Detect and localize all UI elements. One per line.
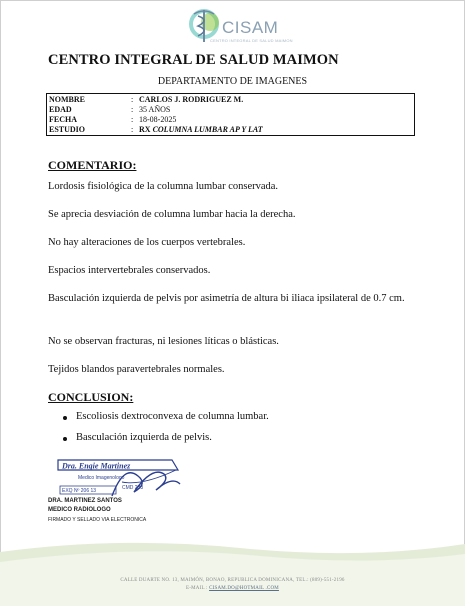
comment-paragraph: Espacios intervertebrales conservados.: [48, 265, 211, 276]
info-value: 35 AÑOS: [139, 105, 171, 114]
info-label: NOMBRE: [49, 95, 85, 104]
info-colon: :: [131, 125, 134, 134]
comment-paragraph: No hay alteraciones de los cuerpos vertebrales.: [48, 237, 246, 248]
comment-paragraph: Lordosis fisiológica de la columna lumbar conservada.: [48, 181, 279, 192]
stamp-exequatur: EXQ Nº 206 13: [62, 488, 97, 494]
comment-heading: COMENTARIO:: [48, 158, 137, 172]
footer-contact: [0, 586, 465, 591]
department-text: DEPARTAMENTO DE IMAGENES: [157, 76, 308, 87]
patient-info-box: [46, 93, 415, 136]
logo-name: CISAM: [222, 18, 279, 37]
footer-email-link[interactable]: CISAM.DO@HOTMAIL .COM: [209, 586, 279, 591]
stamp-name: Dra. Engie Martinez: [62, 461, 131, 471]
info-label: EDAD: [49, 105, 72, 114]
doctor-name: DRA. MARTINEZ SANTOS: [48, 498, 122, 504]
study-name: COLUMNA LUMBAR AP Y LAT: [152, 125, 263, 134]
conclusion-heading: CONCLUSION:: [48, 390, 134, 404]
stamp-extra: CMD 233: [122, 485, 144, 491]
org-title: CENTRO INTEGRAL DE SALUD MAIMON: [48, 52, 339, 68]
info-value-study: [139, 125, 263, 135]
info-colon: :: [131, 105, 134, 114]
cisam-logo: [180, 6, 293, 48]
info-label: FECHA: [49, 115, 77, 124]
stamp-role: Medico Imagenologo: [78, 475, 125, 481]
footer-email-label: E-MAIL :: [186, 586, 208, 591]
info-colon: :: [131, 95, 134, 104]
info-value: 18-08-2025: [139, 115, 177, 124]
info-value: CARLOS J. RODRIGUEZ M.: [139, 95, 244, 104]
comment-paragraph: Tejidos blandos paravertebrales normales.: [48, 364, 225, 375]
doctor-title: MEDICO RADIOLOGO: [48, 507, 111, 513]
signature-note: FIRMADO Y SELLADO VIA ELECTRONICA: [48, 517, 147, 523]
conclusion-item: Escoliosis dextroconvexa de columna lumbar.: [60, 411, 269, 432]
footer-wave: [0, 538, 465, 606]
comment-paragraph: No se observan fracturas, ni lesiones líticas o blásticas.: [48, 336, 279, 347]
info-colon: :: [131, 115, 134, 124]
comment-paragraph: Basculación izquierda de pelvis por asimetría de altura bi iliaca ipsilateral de 0.7 cm.: [48, 293, 405, 304]
study-prefix: RX: [139, 125, 151, 134]
footer-address: CALLE DUARTE NO. 13, MAIMÓN, BONAO, REPUBLICA DOMINICANA, TEL.: (809)-551-2196: [120, 578, 345, 583]
conclusion-item: Basculación izquierda de pelvis.: [60, 432, 269, 453]
department-title: [0, 76, 465, 87]
logo-subtitle: CENTRO INTEGRAL DE SALUD MAIMON: [210, 38, 293, 43]
comment-paragraph: Se aprecia desviación de columna lumbar hacia la derecha.: [48, 209, 296, 220]
info-label: ESTUDIO: [49, 125, 86, 134]
conclusion-list: [60, 411, 269, 453]
